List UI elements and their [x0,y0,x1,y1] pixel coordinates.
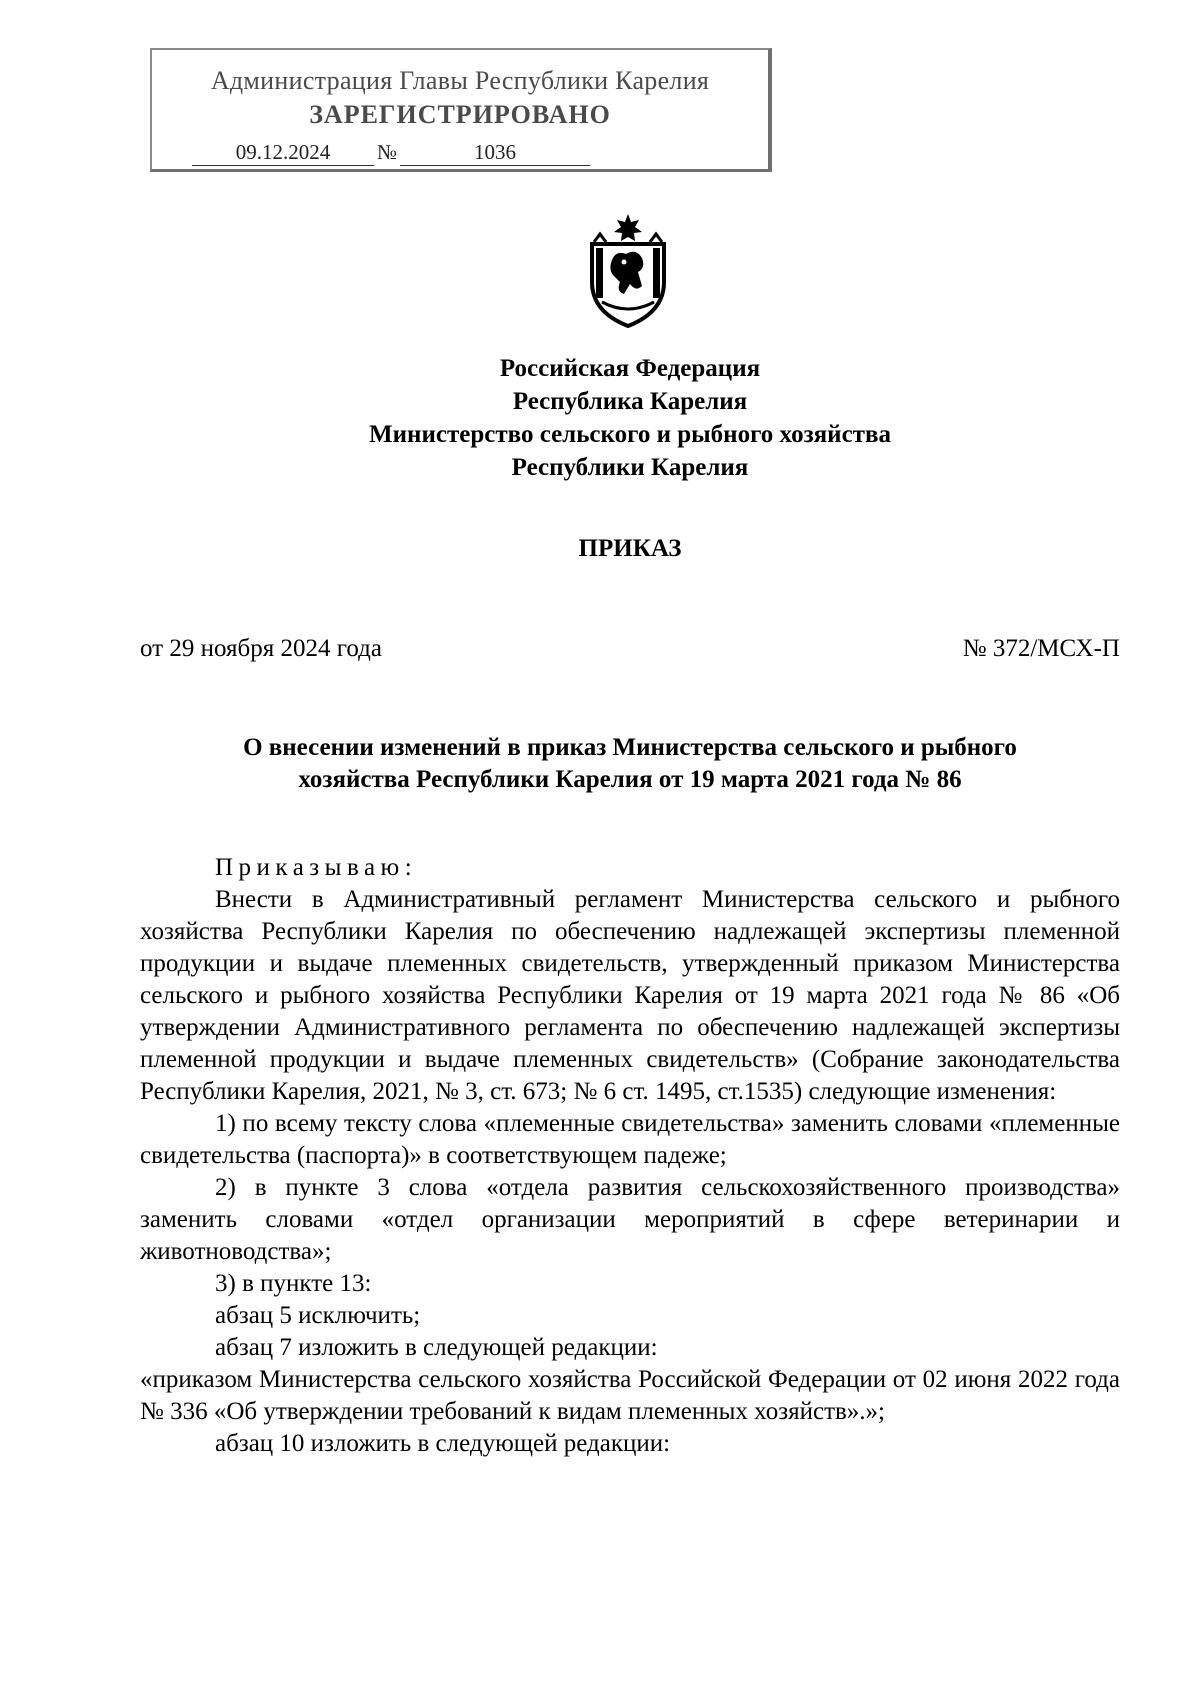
stamp-number-label: № [376,140,398,164]
stamp-date: 09.12.2024 [192,140,374,166]
order-date: от 29 ноября 2024 года [140,635,382,662]
stamp-registration-line [192,140,590,166]
header-line-republic: Республика Карелия [512,388,748,415]
stamp-authority: Администрация Главы Республики Карелия [210,66,710,95]
body-quote: «приказом Министерства сельского хозяйства Российской Федерации от 02 июня 2022 года № 336 «Об утверждении требований к видам племенных хозяйств».»; [140,1366,1120,1425]
header-line-federation: Российская Федерация [499,355,761,382]
order-subject [140,732,1120,796]
body-item-3b: абзац 7 изложить в следующей редакции: [215,1334,658,1361]
order-title: ПРИКАЗ [578,535,682,562]
order-date-number-row [140,635,1120,663]
registration-stamp [150,48,772,172]
subject-line-1: О внесении изменений в приказ Министерства сельского и рыбного [243,734,1017,761]
order-number: № 372/МСХ-П [962,635,1120,662]
issuer-header [140,352,1120,484]
body-item-1: 1) по всему тексту слова «племенные свидетельства» заменить словами «племенные свидетельства (паспорта)» в соответствующем падеже; [140,1110,1120,1169]
body-intro-paragraph: Внести в Административный регламент Министерства сельского и рыбного хозяйства Республики Карелия по обеспечению надлежащей экспертизы племенной продукции и выдаче племенных свидетельств, утвержденный приказом Министерства сельского и рыбного хозяйства Республики Карелия от 19 марта 2021 года № 86 «Об утверждении Административного регламента по обеспечению надлежащей экспертизы племенной продукции и выдаче племенных свидетельств» (Собрание законодательства Республики Карелия, 2021, № 3, ст. 673; № 6 ст. 1495, ст.1535) следующие изменения: [140,886,1120,1105]
body-item-3a: абзац 5 исключить; [215,1302,421,1329]
body-item-3c: абзац 10 изложить в следующей редакции: [215,1430,671,1457]
command-word: Приказываю: [215,854,418,881]
order-body [140,852,1120,1460]
body-item-2: 2) в пункте 3 слова «отдела развития сельскохозяйственного производства» заменить словами «отдел организации мероприятий в сфере ветеринарии и животноводства»; [140,1174,1120,1265]
stamp-number: 1036 [400,140,590,166]
header-line-ministry-republic: Республики Карелия [511,454,749,481]
karelia-coat-of-arms-icon [580,212,676,330]
header-line-ministry: Министерство сельского и рыбного хозяйства [369,421,891,448]
subject-line-2: хозяйства Республики Карелия от 19 марта 2021 года № 86 [298,766,962,793]
body-item-3: 3) в пункте 13: [215,1270,372,1297]
stamp-registered: ЗАРЕГИСТРИРОВАНО [309,100,611,129]
